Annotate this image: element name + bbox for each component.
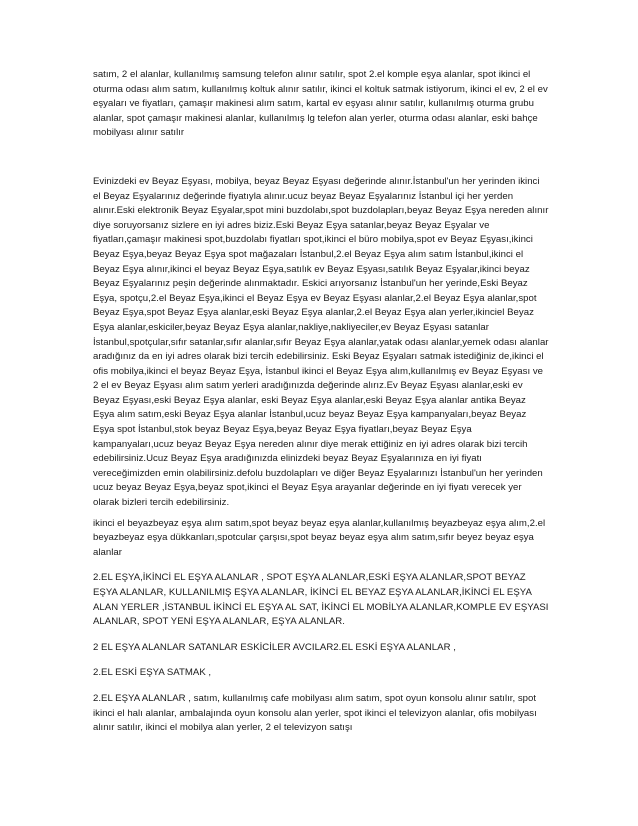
paragraph-1: satım, 2 el alanlar, kullanılmış samsung telefon alınır satılır, spot 2.el komple eşya alanlar, spot ikinci el oturma odası alım satım, kullanılmış koltuk alınır satılır, ikinci el koltuk satmak istiyorum, ikinci el ev, 2 el ev eşyaları ve fiyatları, çamaşır makinesi alım satım, kartal ev eşyası alınır satılır, kullanılmış oturma grubu alanlar, spot çamaşır makinesi alanlar, kullanılmış lg telefon alan yerler, oturma odası alanlar, eski bahçe mobilyası alınır satılır [93, 69, 548, 139]
paragraph-4: 2.EL EŞYA,İKİNCİ EL EŞYA ALANLAR , SPOT EŞYA ALANLAR,ESKİ EŞYA ALANLAR,SPOT BEYAZ EŞYA ALANLAR, KULLANILMIŞ EŞYA ALANLAR, İKİNCİ EL BEYAZ EŞYA ALANLAR,İKİNCİ EL EŞYA ALAN YERLER ,İSTANBUL İKİNCİ EL EŞYA AL SAT, İKİNCİ EL MOBİLYA ALANLAR,KOMPLE EV EŞYASI ALANLAR, SPOT YENİ EŞYA ALANLAR, EŞYA ALANLAR. [93, 572, 549, 628]
paragraph-2: Evinizdeki ev Beyaz Eşyası, mobilya, beyaz Beyaz Eşyası değerinde alınır.İstanbul'un her yerinden ikinci el Beyaz Eşyalarınız değerinde fiyatıyla alınır.ucuz beyaz Beyaz Eşyalarınız İstanbul içi her yerden alınır.Eski elektronik Beyaz Eşyalar,spot mini buzdolabı,spot buzdolapları,beyaz Beyaz Eşya nereden alınır diye soruyorsanız sizlere en iyi adres biziz.Eski Beyaz Eşya satanlar,beyaz Beyaz Eşyalar ve fiyatları,çamaşır makinesi spot,buzdolabı fiyatları spot,ikinci el büro mobilya,spot ev Beyaz Eşyası,ikinci Beyaz Eşya,beyaz Beyaz Eşya spot mağazaları İstanbul,2.el Beyaz Eşya alım satım İstanbul,ikinci el Beyaz Eşya alınır,ikinci el beyaz Beyaz Eşya,satılık ev Beyaz Eşyası,satılık Beyaz Eşyalar,ikinci beyaz Beyaz Eşyalarınız peşin değerinde alınmaktadır. Eskici arıyorsanız İstanbul'un her yerinde,Eski Beyaz Eşya, spotçu,2.el Beyaz Eşya,ikinci el Beyaz Eşya ev Beyaz Eşyası alanlar,2.el Beyaz Eşya alanlar,spot Beyaz Eşya,spot Beyaz Eşya alanlar,eski Beyaz Eşya alanlar,2.el Beyaz Eşya alan yerler,ikinciel Beyaz Eşya alanlar,eskiciler,beyaz Beyaz Eşya alanlar,nakliye,nakliyeciler,ev Beyaz Eşyası satanlar İstanbul,spotçular,sıfır satanlar,sıfır alanlar,sıfır Beyaz Eşya alanlar,yatak odası alanlar,yemek odası alanlar aradığınız da en iyi adres olarak bizi tercih edebilirsiniz. Eski Beyaz Eşyaları satmak istediğiniz de,ikinci el ofis mobilya,ikinci el beyaz Beyaz Eşya, İstanbul ikinci el Beyaz Eşya alım,kullanılmış ev Beyaz Eşyası ve 2 el ev Beyaz Eşyası alım satım yerleri aradığınızda değerinde alırız.Ev Beyaz Eşyası alanlar,eski ev Beyaz Eşyası,eski Beyaz Eşya alanlar, eski Beyaz Eşya alanlar,eski Beyaz Eşya alanlar antika Beyaz Eşya alım satım,eski Beyaz Eşya alanlar İstanbul,ucuz beyaz Beyaz Eşya kampanyaları,beyaz Beyaz Eşya spot İstanbul,stok beyaz Beyaz Eşya,beyaz Beyaz Eşya fiyatları,beyaz Beyaz Eşya kampanyaları,ucuz beyaz Beyaz Eşya nereden alınır diye merak ettiğiniz en iyi adres olarak bizi tercih edebilirsiniz.Ucuz Beyaz Eşya aradığınızda elinizdeki beyaz Beyaz Eşyalarınıza en iyi fiyatı vereceğimizden emin olabilirsiniz.defolu buzdolapları ve diğer Beyaz Eşyalarınızı İstanbul'un her yerinden ucuz beyaz Beyaz Eşya,beyaz spot,ikinci el Beyaz Eşya arayanlar değerinde en iyi fiyatı verecek yer olarak bizleri tercih edebilirsiniz. [93, 175, 549, 509]
paragraph-7: 2.EL EŞYA ALANLAR , satım, kullanılmış cafe mobilyası alım satım, spot oyun konsolu alınır satılır, spot ikinci el halı alanlar, ambalajında oyun konsolu alan yerler, spot ikinci el televizyon alanlar, ofis mobilyası alınır satılır, ikinci el mobilya alan yerler, 2 el televizyon satışı [93, 692, 537, 734]
paragraph-6: 2.EL ESKİ EŞYA SATMAK , [93, 667, 212, 679]
paragraph-5: 2 EL EŞYA ALANLAR SATANLAR ESKİCİLER AVCILAR2.EL ESKİ EŞYA ALANLAR , [93, 641, 456, 653]
document-page [93, 68, 549, 736]
paragraph-3: ikinci el beyazbeyaz eşya alım satım,spot beyaz beyaz eşya alanlar,kullanılmış beyazbeyaz eşya alım,2.el beyazbeyaz eşya dükkanları,spotcular çarşısı,spot beyaz beyaz eşya alım satım,sıfır beyez beyaz eşya alanlar [93, 517, 546, 558]
